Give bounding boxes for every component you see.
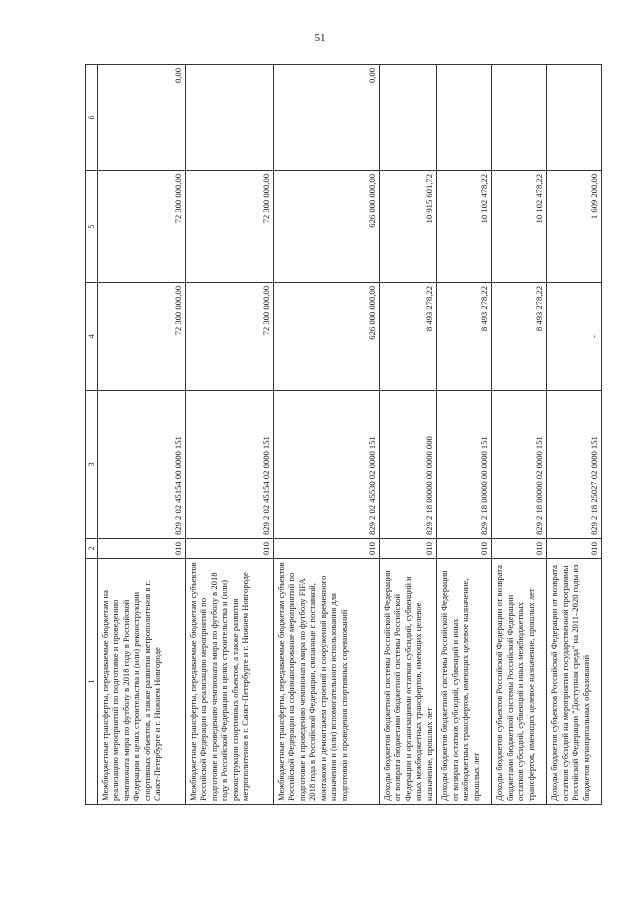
row-value-col5: 10 102 478,22	[437, 171, 492, 283]
row-value-col6	[186, 65, 274, 171]
row-budget-code: 829 2 18 00000 02 0000 151	[492, 391, 547, 539]
table-row	[186, 65, 274, 805]
row-value-col5: 626 000 000,00	[274, 171, 380, 283]
row-value-col6	[380, 65, 437, 171]
row-budget-code: 829 2 18 25027 02 0000 151	[547, 391, 602, 539]
table-viewport	[85, 65, 599, 805]
table-row	[492, 65, 547, 805]
row-name: Межбюджетные трансферты, передаваемые бюджетам субъектов Российской Федерации на реализацию мероприятий по подготовке и проведению чемпионата мира по футболу в 2018 году в Российской Федерации в целях строительства и (или) реконструкции спортивных объектов, а также развития метрополитенов в г. Санкт-Петербурге и г. Нижнем Новгороде	[186, 559, 274, 805]
table-row	[380, 65, 437, 805]
row-code: 010	[380, 539, 437, 559]
table-row	[437, 65, 492, 805]
header-col-5: 5	[86, 171, 98, 283]
row-budget-code: 829 2 02 45154 02 0000 151	[186, 391, 274, 539]
row-code: 010	[186, 539, 274, 559]
rotated-table-container	[85, 65, 599, 805]
row-name: Межбюджетные трансферты, передаваемые бюджетам субъектов Российской Федерации на софинансирование мероприятий по подготовке к проведению чемпионата мира по футболу FIFA 2018 года в Российской Федерации, связанные с поставкой, монтажом и демонтажем строений и сооружений временного назначения и (или) вспомогательного использования для подготовки и проведения спортивных соревнований	[274, 559, 380, 805]
header-col-3: 3	[86, 391, 98, 539]
row-value-col6: 0,00	[98, 65, 186, 171]
row-value-col6: 0,00	[274, 65, 380, 171]
header-col-6: 6	[86, 65, 98, 171]
row-value-col4: -	[547, 283, 602, 391]
row-name: Доходы бюджетов субъектов Российской Федерации от возврата остатков субсидий на мероприятия государственной программы Российской Федерации "Доступная среда" на 2011–2020 годы из бюджетов муниципальных образований	[547, 559, 602, 805]
table-row	[547, 65, 602, 805]
row-name: Межбюджетные трансферты, передаваемые бюджетам на реализацию мероприятий по подготовке и проведению чемпионата мира по футболу в 2018 году в Российской Федерации в целях строительства и (или) реконструкции спортивных объектов, а также развития метрополитенов в г. Санкт-Петербурге и г. Нижнем Новгороде	[98, 559, 186, 805]
row-value-col6	[547, 65, 602, 171]
row-value-col6	[437, 65, 492, 171]
row-budget-code: 829 2 18 00000 00 0000 151	[437, 391, 492, 539]
row-value-col4: 626 000 000,00	[274, 283, 380, 391]
row-value-col6	[492, 65, 547, 171]
row-code: 010	[274, 539, 380, 559]
row-code: 010	[492, 539, 547, 559]
table-row	[98, 65, 186, 805]
row-value-col5: 72 300 000,00	[98, 171, 186, 283]
table-row	[274, 65, 380, 805]
row-value-col5: 72 300 000,00	[186, 171, 274, 283]
row-budget-code: 829 2 02 45530 02 0000 151	[274, 391, 380, 539]
header-col-2: 2	[86, 539, 98, 559]
row-value-col5: 10 915 601,72	[380, 171, 437, 283]
revenue-table	[85, 64, 602, 805]
page-number: 51	[314, 32, 326, 44]
row-budget-code: 829 2 18 00000 00 0000 000	[380, 391, 437, 539]
row-budget-code: 829 2 02 45154 00 0000 151	[98, 391, 186, 539]
row-code: 010	[437, 539, 492, 559]
row-value-col5: 10 102 478,22	[492, 171, 547, 283]
row-name: Доходы бюджетов бюджетной системы Российской Федерации от возврата бюджетами бюджетной системы Российской Федерации и организациями остатков субсидий, субвенций и иных межбюджетных трансфертов, имеющих целевое назначение, прошлых лет	[380, 559, 437, 805]
header-col-1: 1	[86, 559, 98, 805]
row-code: 010	[547, 539, 602, 559]
row-value-col4: 8 493 278,22	[437, 283, 492, 391]
row-value-col5: 1 609 200,00	[547, 171, 602, 283]
row-value-col4: 8 493 278,22	[380, 283, 437, 391]
row-value-col4: 8 493 278,22	[492, 283, 547, 391]
row-name: Доходы бюджетов бюджетной системы Российской Федерации от возврата остатков субсидий, субвенций и иных межбюджетных трансфертов, имеющих целевое назначение, прошлых лет	[437, 559, 492, 805]
row-name: Доходы бюджетов субъектов Российской Федерации от возврата бюджетами бюджетной системы Российской Федерации остатков субсидий, субвенций и иных межбюджетных трансфертов, имеющих целевое назначение, прошлых лет	[492, 559, 547, 805]
table-header-row	[86, 65, 98, 805]
header-col-4: 4	[86, 283, 98, 391]
row-code: 010	[98, 539, 186, 559]
row-value-col4: 72 300 000,00	[186, 283, 274, 391]
row-value-col4: 72 300 000,00	[98, 283, 186, 391]
